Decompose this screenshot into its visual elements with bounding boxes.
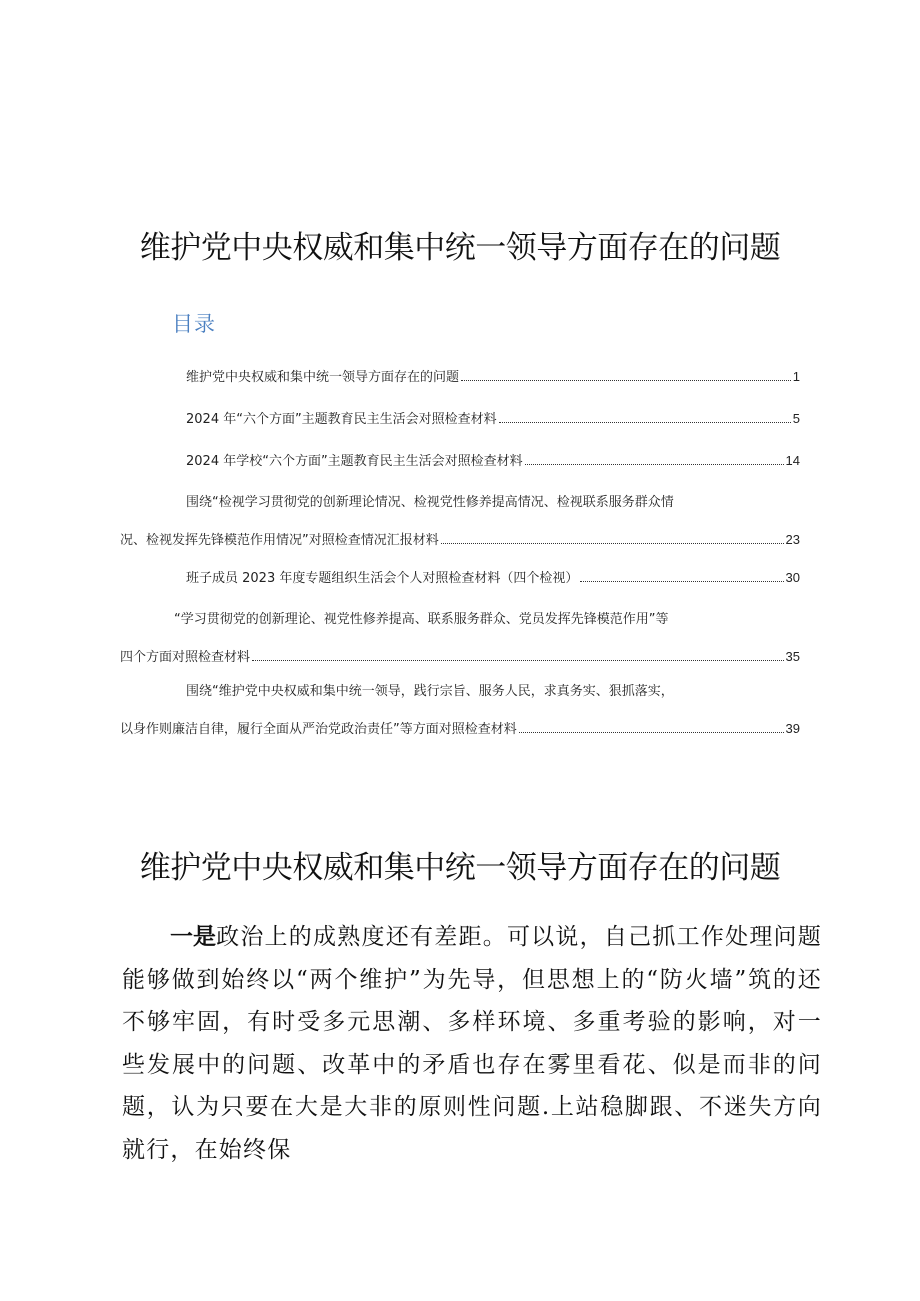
toc-leader-dots — [441, 543, 784, 544]
body-paragraph — [122, 916, 822, 1171]
toc-page-number: 1 — [792, 369, 800, 384]
toc-entry-text-continued: 况、检视发挥先锋模范作用情况”对照检查情况汇报材料 — [120, 533, 439, 548]
section-title: 维护党中央权威和集中统一领导方面存在的问题 — [139, 850, 781, 886]
toc-entry-text: 围绕“检视学习贯彻党的创新理论情况、检视党性修养提高情况、检视联系服务群众情 — [186, 495, 674, 510]
toc-entry-1[interactable] — [120, 367, 800, 387]
toc-page-number: 30 — [785, 570, 800, 585]
toc-leader-dots — [499, 422, 791, 423]
toc-entry-3[interactable] — [120, 451, 800, 471]
toc-page-number: 5 — [792, 411, 800, 426]
toc-page-number: 35 — [785, 649, 800, 664]
toc-entry-text: 维护党中央权威和集中统一领导方面存在的问题 — [186, 370, 460, 385]
document-title: 维护党中央权威和集中统一领导方面存在的问题 — [139, 230, 781, 266]
toc-entry-text: 班子成员 2023 年度专题组织生活会个人对照检查材料（四个检视） — [186, 571, 579, 586]
toc-entry-text: 围绕“维护党中央权威和集中统一领导，践行宗旨、服务人民，求真务实、狠抓落实， — [186, 684, 674, 699]
toc-entry-2[interactable] — [120, 409, 800, 429]
toc-entry-text: “学习贯彻党的创新理论、视党性修养提高、联系服务群众、党员发挥先锋模范作用”等 — [174, 612, 669, 627]
toc-page-number: 14 — [785, 453, 800, 468]
toc-leader-dots — [519, 732, 784, 733]
paragraph-lead: 一是 — [170, 924, 217, 950]
toc-entry-text: 2024 年“六个方面”主题教育民主生活会对照检查材料 — [186, 412, 497, 427]
toc-leader-dots — [252, 660, 784, 661]
toc-entry-5[interactable] — [120, 568, 800, 588]
toc-entry-4[interactable] — [120, 493, 800, 550]
toc-entry-text: 2024 年学校“六个方面”主题教育民主生活会对照检查材料 — [186, 454, 523, 469]
paragraph-text: 政治上的成熟度还有差距。可以说，自己抓工作处理问题能够做到始终以“两个维护”为先导，但思想上的“防火墙”筑的还不够牢固，有时受多元思潮、多样环境、多重考验的影响，对一些发展中的问题、改革中的矛盾也存在雾里看花、似是而非的问题，认为只要在大是大非的原则性问题.上站稳脚跟、不迷失方向就行，在始终保 — [122, 924, 823, 1163]
toc-entry-6[interactable] — [120, 610, 800, 667]
toc-entry-text-continued: 四个方面对照检查材料 — [120, 650, 251, 665]
toc-page-number: 23 — [785, 532, 800, 547]
toc-page-number: 39 — [785, 721, 800, 736]
toc-leader-dots — [580, 581, 783, 582]
toc-heading: 目录 — [172, 312, 216, 336]
toc-leader-dots — [461, 380, 791, 381]
toc-entry-7[interactable] — [120, 682, 800, 739]
toc-leader-dots — [525, 464, 784, 465]
toc-entry-text-continued: 以身作则廉洁自律，履行全面从严治党政治责任”等方面对照检查材料 — [120, 722, 517, 737]
